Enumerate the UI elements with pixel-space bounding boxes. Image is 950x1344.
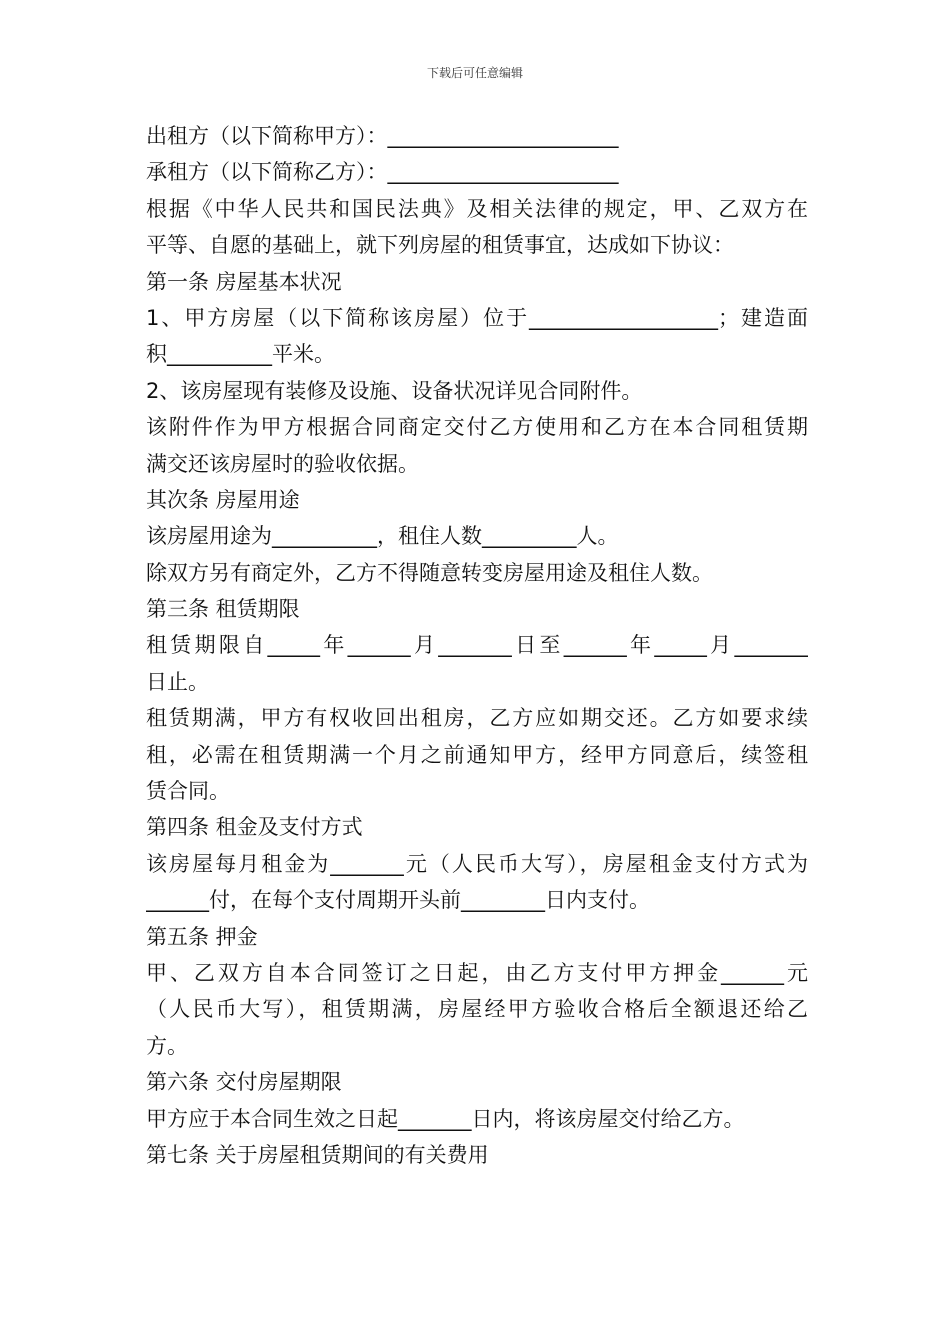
lessor-line: 出租方（以下简称甲方）：______________________ xyxy=(146,124,619,148)
section-heading: 第六条 交付房屋期限 xyxy=(146,1070,342,1095)
section-heading: 第五条 押金 xyxy=(146,924,258,949)
clause-line: 甲、乙双方自本合同签订之日起，由乙方支付甲方押金______元 xyxy=(146,960,808,985)
clause-line: 该房屋用途为__________，租住人数_________人。 xyxy=(146,524,619,549)
section-heading: 其次条 房屋用途 xyxy=(146,487,300,512)
preamble-line: 根据《中华人民共和国民法典》及相关法律的规定，甲、乙双方在 xyxy=(146,196,808,221)
preamble-line: 平等、自愿的基础上，就下列房屋的租赁事宜，达成如下协议： xyxy=(146,233,734,258)
clause-line: 租赁期限自_____年______月_______日至______年_____月_______ xyxy=(146,633,808,658)
clause-line: 日止。 xyxy=(146,669,209,694)
clause-line: 除双方另有商定外，乙方不得随意转变房屋用途及租住人数。 xyxy=(146,560,713,585)
section-heading: 第七条 关于房屋租赁期间的有关费用 xyxy=(146,1142,489,1167)
clause-line: 1、甲方房屋（以下简称该房屋）位于__________________；建造面 xyxy=(146,305,808,330)
clause-line: 该附件作为甲方根据合同商定交付乙方使用和乙方在本合同租赁期 xyxy=(146,415,808,440)
clause-line: 2、该房屋现有装修及设施、设备状况详见合同附件。 xyxy=(146,378,643,403)
lessee-line: 承租方（以下简称乙方）：______________________ xyxy=(146,160,619,185)
clause-line: 甲方应于本合同生效之日起_______日内，将该房屋交付给乙方。 xyxy=(146,1106,745,1131)
clause-line: ______付，在每个支付周期开头前________日内支付。 xyxy=(146,888,650,913)
clause-line: 租，必需在租赁期满一个月之前通知甲方，经甲方同意后，续签租 xyxy=(146,742,808,767)
contract-body xyxy=(146,118,808,1173)
clause-line: 租赁期满，甲方有权收回出租房，乙方应如期交还。乙方如要求续 xyxy=(146,706,808,731)
clause-line: （人民币大写），租赁期满，房屋经甲方验收合格后全额退还给乙 xyxy=(146,997,808,1022)
clause-line: 该房屋每月租金为_______元（人民币大写），房屋租金支付方式为 xyxy=(146,851,808,876)
section-heading: 第一条 房屋基本状况 xyxy=(146,269,342,294)
clause-line: 积__________平米。 xyxy=(146,342,335,367)
clause-line: 赁合同。 xyxy=(146,779,230,804)
clause-line: 满交还该房屋时的验收依据。 xyxy=(146,451,419,476)
section-heading: 第三条 租赁期限 xyxy=(146,597,300,622)
clause-line: 方。 xyxy=(146,1033,188,1058)
page-header: 下载后可任意编辑 xyxy=(426,66,523,80)
section-heading: 第四条 租金及支付方式 xyxy=(146,815,363,840)
